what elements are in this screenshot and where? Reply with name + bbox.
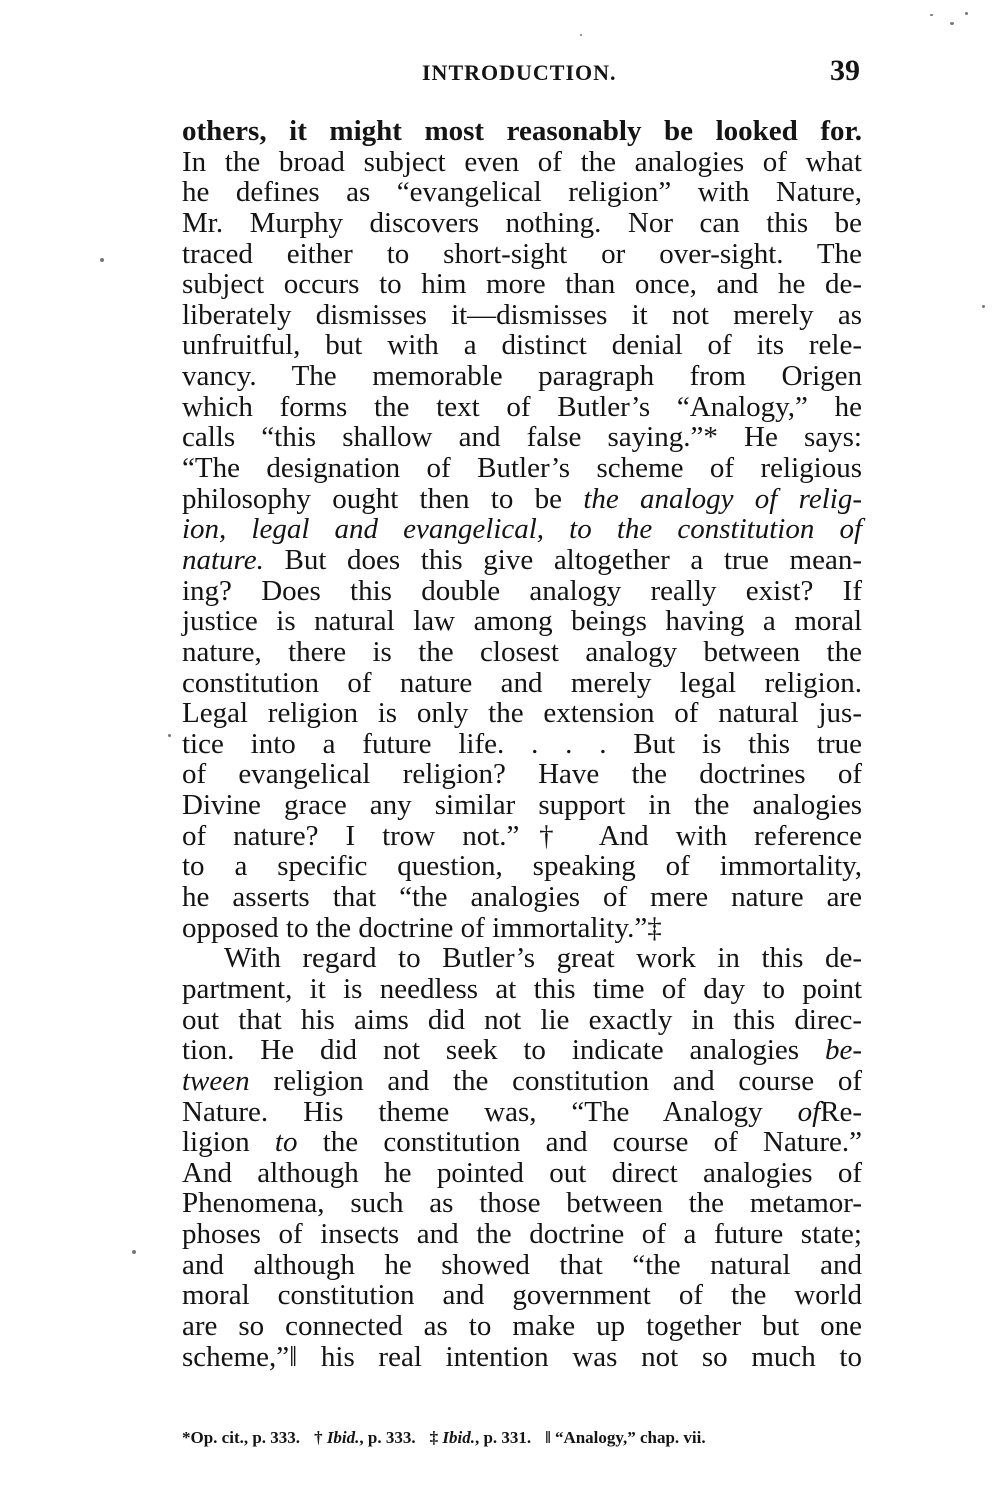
text-line: Divine grace any similar support in the analogies: [182, 789, 862, 822]
italic-segment: be-: [824, 1034, 863, 1067]
footnote-3: [430, 1428, 532, 1458]
text-line: unfruitful, but with a distinct denial of its rele-: [182, 329, 862, 362]
text-line: Mr. Murphy discovers nothing. Nor can this be: [182, 206, 862, 239]
footnote-page: , p. 333.: [359, 1428, 416, 1447]
text-segment: tion. He did not seek to indicate analogies: [182, 1034, 800, 1067]
text-line: subject occurs to him more than once, and he de-: [182, 268, 862, 301]
italic-segment: of: [797, 1095, 821, 1128]
text-line: [182, 1066, 862, 1097]
scan-speck: [965, 12, 968, 15]
text-line: out that his aims did not lie exactly in this direc-: [182, 1003, 862, 1036]
text-line: opposed to the doctrine of immortality.”‡: [182, 911, 662, 944]
text-line: of evangelical religion? Have the doctrines of: [182, 758, 862, 791]
text-line: to a specific question, speaking of immortality,: [182, 850, 862, 883]
text-line: justice is natural law among beings having a moral: [182, 605, 862, 638]
footnote-4: ‖ “Analogy,” chap. vii.: [545, 1428, 706, 1447]
scan-speck: [100, 258, 104, 262]
italic-segment: the analogy of relig-: [583, 482, 862, 515]
footnote-1: *Op. cit., p. 333.: [182, 1428, 301, 1447]
text-line: he defines as “evangelical religion” with Nature,: [182, 176, 862, 209]
text-line: which forms the text of Butler’s “Analogy,” he: [182, 390, 862, 423]
text-segment: ligion: [182, 1126, 250, 1159]
text-segment: Re-: [820, 1095, 863, 1128]
text-line: Legal religion is only the extension of natural jus-: [182, 697, 862, 730]
running-head: INTRODUCTION.: [422, 60, 617, 85]
text-line: “The designation of Butler’s scheme of religious: [182, 452, 862, 485]
italic-segment: to: [274, 1126, 298, 1159]
scan-speck: [168, 734, 171, 737]
scan-speck: [580, 34, 582, 36]
footnote-ibid: Ibid.: [326, 1428, 360, 1447]
body-text: [182, 116, 862, 1372]
text-line: In the broad subject even of the analogies of what: [182, 145, 862, 178]
text-line: [182, 1035, 862, 1066]
text-segment: philosophy ought then to be: [182, 482, 563, 515]
footnote-mark: †: [314, 1428, 323, 1447]
text-line: [182, 484, 862, 515]
text-line: partment, it is needless at this time of day to point: [182, 972, 862, 1005]
text-line: [182, 1097, 862, 1128]
page-header: [182, 52, 862, 92]
text-line: liberately dismisses it—dismisses it not merely as: [182, 298, 862, 331]
footnotes: [182, 1428, 872, 1458]
text-line: ing? Does this double analogy really exist? If: [182, 574, 862, 607]
text-line: and although he showed that “the natural and: [182, 1248, 862, 1281]
footnote-mark: ‡: [429, 1428, 439, 1447]
text-line: With regard to Butler’s great work in this de-: [224, 942, 862, 975]
text-segment: religion and the constitution and course of: [273, 1064, 862, 1097]
scan-speck: [930, 14, 933, 16]
text-segment: the constitution and course of Nature.”: [322, 1126, 863, 1159]
text-line: moral constitution and government of the world: [182, 1279, 862, 1312]
footnote-2: [314, 1428, 416, 1458]
text-segment: Nature. His theme was, “The Analogy: [182, 1095, 763, 1128]
text-line: of nature? I trow not.”† And with reference: [182, 819, 862, 852]
text-line: [182, 545, 862, 576]
text-line: tice into a future life. . . . But is this true: [182, 727, 862, 760]
page-number: 39: [830, 54, 860, 87]
text-line: constitution of nature and merely legal religion.: [182, 666, 862, 699]
text-line: scheme,”‖ his real intention was not so much to: [182, 1340, 862, 1373]
text-line: traced either to short-sight or over-sight. The: [182, 237, 862, 270]
text-segment: But does this give altogether a true mean-: [284, 543, 862, 576]
footnote-ibid: Ibid.: [442, 1428, 475, 1447]
italic-segment: tween: [182, 1064, 250, 1097]
scan-speck: [950, 22, 954, 25]
scan-speck: [982, 305, 985, 308]
text-line: are so connected as to make up together but one: [182, 1309, 862, 1342]
text-line: others, it might most reasonably be looked for.: [182, 115, 862, 147]
italic-segment: ion, legal and evangelical, to the constitution of: [182, 513, 862, 546]
text-line: [182, 1127, 862, 1158]
text-line: vancy. The memorable paragraph from Origen: [182, 360, 862, 393]
footnote-page: , p. 331.: [474, 1428, 532, 1447]
text-line: Phenomena, such as those between the metamor-: [182, 1187, 862, 1220]
text-line: calls “this shallow and false saying.”* He says:: [182, 421, 862, 454]
text-line: phoses of insects and the doctrine of a future state;: [182, 1218, 862, 1251]
text-line: [182, 514, 862, 545]
scan-speck: [132, 1250, 136, 1254]
text-line: And although he pointed out direct analogies of: [182, 1156, 862, 1189]
text-line: nature, there is the closest analogy between the: [182, 635, 862, 668]
italic-segment: nature.: [182, 543, 264, 576]
text-line: he asserts that “the analogies of mere nature are: [182, 881, 862, 914]
